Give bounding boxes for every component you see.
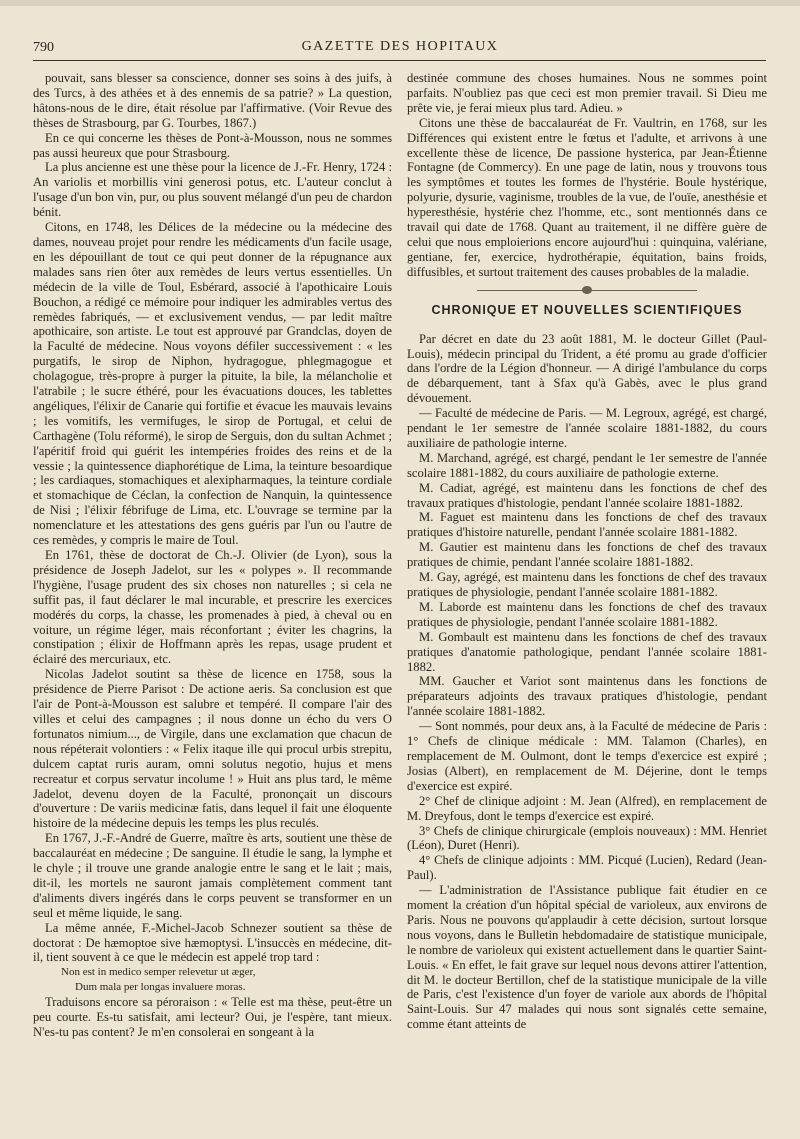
paragraph: En 1767, J.-F.-André de Guerre, maître ès arts, soutient une thèse de baccalauréat en médecine ; De sanguine. Il étudie le sang, la lymphe et le chyle ; il trouve une grande analogie entre le sang et le lait ; mais, dit-il, les mortels ne sauront jamais complètement comment tant d'aliments divers ingérés dans le corps peuvent se transformer en un seul et même liquide, le sang.	[33, 831, 392, 920]
paragraph: Nicolas Jadelot soutint sa thèse de licence en 1758, sous la présidence de Pierre Parisot : De actione aeris. Sa conclusion est que l'air de Pont-à-Mousson est salubre et tempéré. Il compare l'air des villes et celui des campagnes ; il nous donne un écho du vers O fortunatos nimium..., de Virgile, dans une exclamation que chacun de nous répéterait volontiers : « Felix itaque ille qui procul urbis strepitu, dulcem captat ruris auram, omni solutus negotio, hujus et mens recreatur et corpus servatur incolume ! » Huit ans plus tard, le même Jadelot, devenu doyen de la Faculté, prononçait un discours d'ouverture : De variis medicinæ fatis, dans lequel il fait une éloquente histoire de la médecine depuis les temps les plus reculés.	[33, 667, 392, 831]
paragraph: La plus ancienne est une thèse pour la licence de J.-Fr. Henry, 1724 : An variolis et morbillis vini generosi potus, etc. L'auteur conclut à l'usage d'un bon vin, pur, ou plus souvent mélangé d'un peu de chardon bénit.	[33, 160, 392, 220]
news-items	[407, 332, 767, 1033]
page-number: 790	[33, 40, 54, 55]
paragraph: M. Laborde est maintenu dans les fonctions de chef des travaux pratiques de physiologie, pendant l'année scolaire 1881-1882.	[407, 599, 767, 629]
paragraph: M. Faguet est maintenu dans les fonctions de chef des travaux pratiques d'histoire naturelle, pendant l'année scolaire 1881-1882.	[407, 510, 767, 540]
paragraph: destinée commune des choses humaines. Nous ne sommes point parfaits. N'oubliez pas que ceci est mon premier travail. Si Dieu me prête vie, je ferai mieux plus tard. Adieu. »	[407, 71, 767, 115]
paragraph: M. Gautier est maintenu dans les fonctions de chef des travaux pratiques de chimie, pendant l'année scolaire 1881-1882.	[407, 540, 767, 570]
section-title: CHRONIQUE ET NOUVELLES SCIENTIFIQUES	[431, 302, 743, 317]
right-column	[407, 71, 767, 1032]
paragraph: — L'administration de l'Assistance publique fait étudier en ce moment la création d'un hôpital spécial de varioleux, aux environs de Paris. Nous ne pouvons qu'applaudir à cette décision, surtout lorsque nous voyons, dans le Bulletin hebdomadaire de statistique municipale, le nombre de varioleux qui existent actuellement dans le quartier Saint-Louis. « En effet, le fait grave sur lequel nous devons attirer l'attention, dit M. le docteur Bertillon, chef de la statistique municipale de la ville de Paris, c'est l'existence d'un foyer de variole aux abords de l'hôpital Saint-Louis. Sur 47 malades qui nous sont signalés cette semaine, comme étant atteints de	[407, 883, 767, 1032]
page-top-edge	[0, 0, 800, 6]
paragraph: Citons, en 1748, les Délices de la médecine ou la médecine des dames, nouveau projet pour rendre les médicaments d'un facile usage, en les dépouillant de tout ce qui peut donner de la répugnance aux malades sans rien ôter aux remèdes de leurs vertus essentielles. Un médecin de la ville de Toul, Esbérard, associé à l'apothicaire Louis Bouchon, a rédigé ce mémoire pour indiquer les admirables vertus des remèdes fabriqués, — et exclusivement vendus, — par ledit maître apothicaire, son artiste. Le tout est approuvé par Grandclas, doyen de la Faculté de médecine. Nous voyons défiler successivement : « les purgatifs, le sirop de Niphon, hydragogue, phlegmagogue et cholagogue, très-propre à purger la pituite, la bile, la mélancholie et l'atrabile ; le sucre éthéré, pour les évacuations douces, les tablettes angéliques, l'élixir de Canarie qui fortifie et évacue les mauvais levains ; les vomitifs, les vermifuges, le sirop de Portugal, et celui de Carthagène (Tolu réformé), le sirop de Serguis, don du sultan Achmet ; l'apéritif froid qui guérit les intempéries froides des reins et de la vessie ; la quintessence diaphorétique de Lima, la teinture besoardique ; les cardiaques, stomachiques et alexipharmaques, la teinture cordiale et stomachique de Céclan, la confection de Nanquin, la quintessence de Nisi ; l'élixir fébrifuge de Lima, etc. L'ouvrage se termine par la nomenclature et les attestations des gens guéris par l'un ou l'autre de ces remèdes, y compris le maire de Toul.	[33, 220, 392, 548]
paragraph: M. Gay, agrégé, est maintenu dans les fonctions de chef des travaux pratiques de physiologie, pendant l'année scolaire 1881-1882.	[407, 570, 767, 599]
paragraph: Dum mala per longas invaluere moras.	[75, 980, 246, 993]
paragraph: Traduisons encore sa péroraison : « Telle est ma thèse, peut-être un peu courte. Es-tu satisfait, ami lecteur? Oui, je l'espère, tant mieux. N'es-tu pas content? Je m'en consolerai en songeant à la	[33, 995, 392, 1040]
paragraph: 4° Chefs de clinique adjoints : MM. Picqué (Lucien), Redard (Jean-Paul).	[407, 853, 767, 883]
paragraph: MM. Gaucher et Variot sont maintenus dans les fonctions de préparateurs adjoints des travaux pratiques d'histologie, pendant l'année scolaire 1881-1882.	[407, 674, 767, 719]
paragraph: En 1761, thèse de doctorat de Ch.-J. Olivier (de Lyon), sous la présidence de Joseph Jadelot, sur les « polypes ». Il recommande l'hygiène, l'usage prudent des six choses non naturelles ; si cela ne suffit pas, il faut déclarer le mal incurable, et prescrire les exercices modérés du corps, la chasse, les promenades à pied, à cheval ou en voiture, un régime léger, mais réconfortant ; éviter les chagrins, la constipation ; élixir de Hoffmann après les repas, usage prudent et éclairé des mercuriaux, etc.	[33, 548, 392, 667]
running-title: GAZETTE DES HOPITAUX	[301, 39, 499, 54]
paragraph: — Sont nommés, pour deux ans, à la Faculté de médecine de Paris : 1° Chefs de clinique médicale : MM. Talamon (Charles), en remplacement de M. Oulmont, dont le temps d'exercice est expiré ; Josias (Albert), en remplacement de M. Déjerine, dont le temps d'exercice est expiré.	[407, 719, 767, 793]
paragraph: pouvait, sans blesser sa conscience, donner ses soins à des juifs, à des Turcs, à des athées et à des ennemis de sa patrie? » La question, hâtons-nous de le dire, était résolue par l'affirmative. (Voir Revue des thèses de Strasbourg, par G. Tourbes, 1867.)	[33, 71, 392, 130]
paragraph: M. Cadiat, agrégé, est maintenu dans les fonctions de chef des travaux pratiques d'histologie, pendant l'année scolaire 1881-1882.	[407, 480, 767, 510]
paragraph: — Faculté de médecine de Paris. — M. Legroux, agrégé, est chargé, pendant le 1er semestre de l'année scolaire 1881-1882, du cours auxiliaire de pathologie interne.	[407, 406, 767, 450]
paragraph: Citons une thèse de baccalauréat de Fr. Vaultrin, en 1768, sur les Différences qui existent entre le fœtus et l'adulte, et arrivons à une excellente thèse de licence, De passione hysterica, par Jean-Étienne Fontagne (de Commercy). En une page de latin, nous y trouvons tous les symptômes et toutes les formes de l'hystérie. Boule hystérique, polyurie, dysurie, vaginisme, troubles de la vue, de l'ouïe, anesthésie et hyperesthésie, hystérie chez l'homme, etc., sont mentionnés dans ce travail qui date de 1768. Quant au traitement, il ne diffère guère de celui que nous emploierions encore aujourd'hui : quinquina, valériane, gentiane, fer, exercice, hydrothérapie, équitation, bains froids, diffusibles, et surtout traitement des causes probables de la maladie.	[407, 115, 767, 279]
paragraph: M. Marchand, agrégé, est chargé, pendant le 1er semestre de l'année scolaire 1881-1882, du cours auxiliaire de pathologie externe.	[407, 450, 767, 480]
paragraph: 2° Chef de clinique adjoint : M. Jean (Alfred), en remplacement de M. Dreyfous, dont le temps d'exercice est expiré.	[407, 793, 767, 823]
paragraph: La même année, F.-Michel-Jacob Schnezer soutient sa thèse de doctorat : De hæmoptoe sive hæmoptysi. L'insuccès en médecine, dit-il, tient souvent à ce que le médecin est appelé trop tard :	[33, 920, 392, 965]
left-column	[33, 71, 392, 1040]
paragraph: Non est in medico semper relevetur ut æger,	[61, 966, 256, 979]
paragraph: 3° Chefs de clinique chirurgicale (emplois nouveaux) : MM. Henriet (Léon), Duret (Henri).	[407, 823, 767, 853]
paragraph: Par décret en date du 23 août 1881, M. le docteur Gillet (Paul-Louis), médecin principal du Trident, a été promu au grade d'officier dans l'ordre de la Légion d'honneur. — A dirigé l'ambulance du corps de débarquement, tant à Sfax qu'à Gabès, avec le plus grand dévouement.	[407, 331, 767, 406]
paragraph: En ce qui concerne les thèses de Pont-à-Mousson, nous ne sommes pas aussi heureux que pour Strasbourg.	[33, 130, 392, 160]
section-divider	[477, 290, 697, 291]
header-rule	[33, 60, 766, 61]
right-column-continuation	[407, 71, 767, 280]
paragraph: M. Gombault est maintenu dans les fonctions de chef des travaux pratiques d'anatomie pathologique, pendant l'année scolaire 1881-1882.	[407, 629, 767, 674]
divider-ornament-icon	[582, 286, 592, 294]
